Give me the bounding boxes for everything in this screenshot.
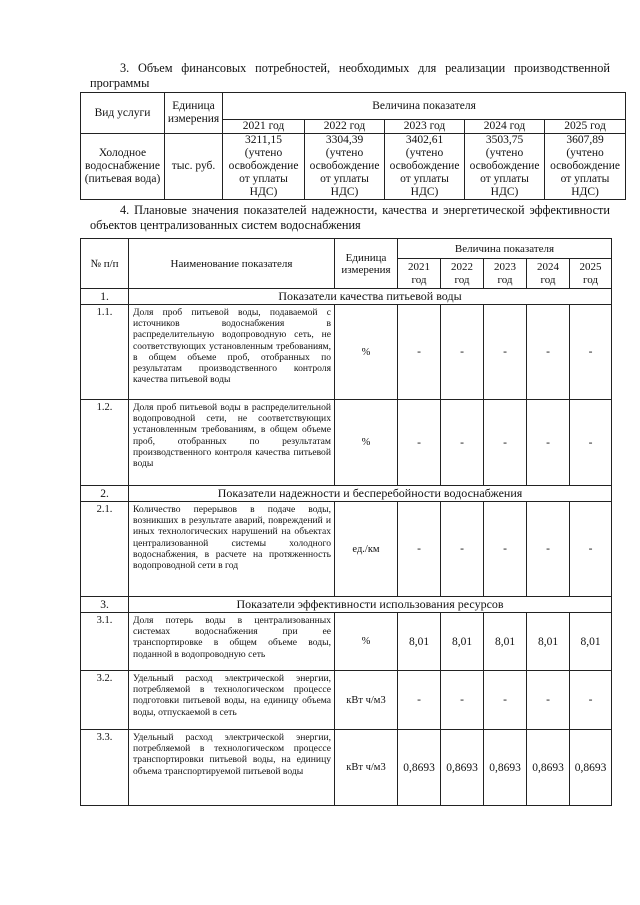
value-cell: 8,01 [441,613,484,671]
section-title: Показатели надежности и бесперебойности водоснабжения [129,486,612,502]
financial-needs-table [80,92,626,200]
indicator-name: Доля проб питьевой воды, подаваемой с источников водоснабжения в распределительную водопроводную сеть, не соответствующих установленным требованиям, в общем объеме проб, отобранных по результатам производственного контроля качества питьевой воды [129,305,335,400]
indicator-name: Количество перерывов в подаче воды, возникших в результате аварий, повреждений и иных технологических нарушений на объектах централизованной системы холодного водоснабжения, в расчете на протяженность водопроводной сети в год [129,502,335,597]
year-header: 2023 год [484,259,527,289]
year-header: 2025 год [570,259,612,289]
value-cell: - [441,305,484,400]
year-header: 2024 год [465,120,545,134]
value-cell: - [484,400,527,486]
header-service: Вид услуги [81,93,165,134]
row-number: 1.1. [81,305,129,400]
unit-cell: ед./км [335,502,398,597]
table-row [81,613,612,671]
value-cell: 0,8693 [398,730,441,806]
year-header: 2023 год [385,120,465,134]
value-cell: 8,01 [527,613,570,671]
header-value: Величина показателя [223,93,626,120]
value-cell: - [484,671,527,730]
indicator-name: Доля потерь воды в централизованных системах водоснабжения при ее транспортировке в общем объеме воды, поданной в водопроводную сеть [129,613,335,671]
section-4-heading: 4. Плановые значения показателей надежности, качества и энергетической эффективности объектов централизованных систем водоснабжения [90,203,610,232]
header-unit: Единица измерения [335,239,398,289]
table-row [81,502,612,597]
section-row [81,597,612,613]
value-cell: - [484,305,527,400]
service-name: Холодное водоснабжение (питьевая вода) [81,134,165,200]
unit-cell: % [335,613,398,671]
unit-cell: % [335,305,398,400]
unit-cell: кВт ч/м3 [335,671,398,730]
section-number: 3. [81,597,129,613]
value-cell: 3503,75 (учтено освобождение от уплаты НДС) [465,134,545,200]
section-3-heading: 3. Объем финансовых потребностей, необходимых для реализации производственной программы [90,61,610,90]
indicator-name: Удельный расход электрической энергии, потребляемой в технологическом процессе подготовки питьевой воды, на единицу объема воды, отпускаемой в сеть [129,671,335,730]
indicator-name: Удельный расход электрической энергии, потребляемой в технологическом процессе транспортировки питьевой воды, на единицу объема транспортируемой питьевой воды [129,730,335,806]
value-cell: - [527,671,570,730]
header-unit: Единица измерения [165,93,223,134]
value-cell: - [527,502,570,597]
value-cell: 3402,61 (учтено освобождение от уплаты НДС) [385,134,465,200]
value-cell: 8,01 [398,613,441,671]
unit-cell: тыс. руб. [165,134,223,200]
value-cell: - [527,305,570,400]
value-cell: 0,8693 [484,730,527,806]
indicator-name: Доля проб питьевой воды в распределительной водопроводной сети, не соответствующих установленным требованиям, в общем объеме проб, отобранных по результатам производственного контроля качества питьевой воды [129,400,335,486]
value-cell: - [570,502,612,597]
value-cell: 3211,15 (учтено освобождение от уплаты НДС) [223,134,305,200]
value-cell: 0,8693 [527,730,570,806]
year-header: 2022 год [305,120,385,134]
value-cell: - [570,671,612,730]
row-number: 3.2. [81,671,129,730]
value-cell: 3607,89 (учтено освобождение от уплаты НДС) [545,134,626,200]
section-title: Показатели качества питьевой воды [129,289,612,305]
table-row [81,671,612,730]
value-cell: - [570,305,612,400]
value-cell: - [398,502,441,597]
unit-cell: % [335,400,398,486]
section-row [81,486,612,502]
value-cell: - [441,400,484,486]
value-cell: - [398,305,441,400]
section-number: 1. [81,289,129,305]
value-cell: - [441,671,484,730]
value-cell: - [398,671,441,730]
year-header: 2025 год [545,120,626,134]
value-cell: 3304,39 (учтено освобождение от уплаты НДС) [305,134,385,200]
value-cell: 8,01 [570,613,612,671]
indicators-table [80,238,612,806]
value-cell: 8,01 [484,613,527,671]
value-cell: 0,8693 [570,730,612,806]
unit-cell: кВт ч/м3 [335,730,398,806]
value-cell: 0,8693 [441,730,484,806]
value-cell: - [570,400,612,486]
year-header: 2021 год [223,120,305,134]
header-num: № п/п [81,239,129,289]
year-header: 2022 год [441,259,484,289]
value-cell: - [441,502,484,597]
year-header: 2021 год [398,259,441,289]
value-cell: - [398,400,441,486]
row-number: 3.3. [81,730,129,806]
section-number: 2. [81,486,129,502]
table-row [81,305,612,400]
row-number: 1.2. [81,400,129,486]
table-row [81,400,612,486]
section-title: Показатели эффективности использования ресурсов [129,597,612,613]
year-header: 2024 год [527,259,570,289]
table-row [81,730,612,806]
value-cell: - [484,502,527,597]
header-value: Величина показателя [398,239,612,259]
header-name: Наименование показателя [129,239,335,289]
row-number: 2.1. [81,502,129,597]
row-number: 3.1. [81,613,129,671]
value-cell: - [527,400,570,486]
section-row [81,289,612,305]
